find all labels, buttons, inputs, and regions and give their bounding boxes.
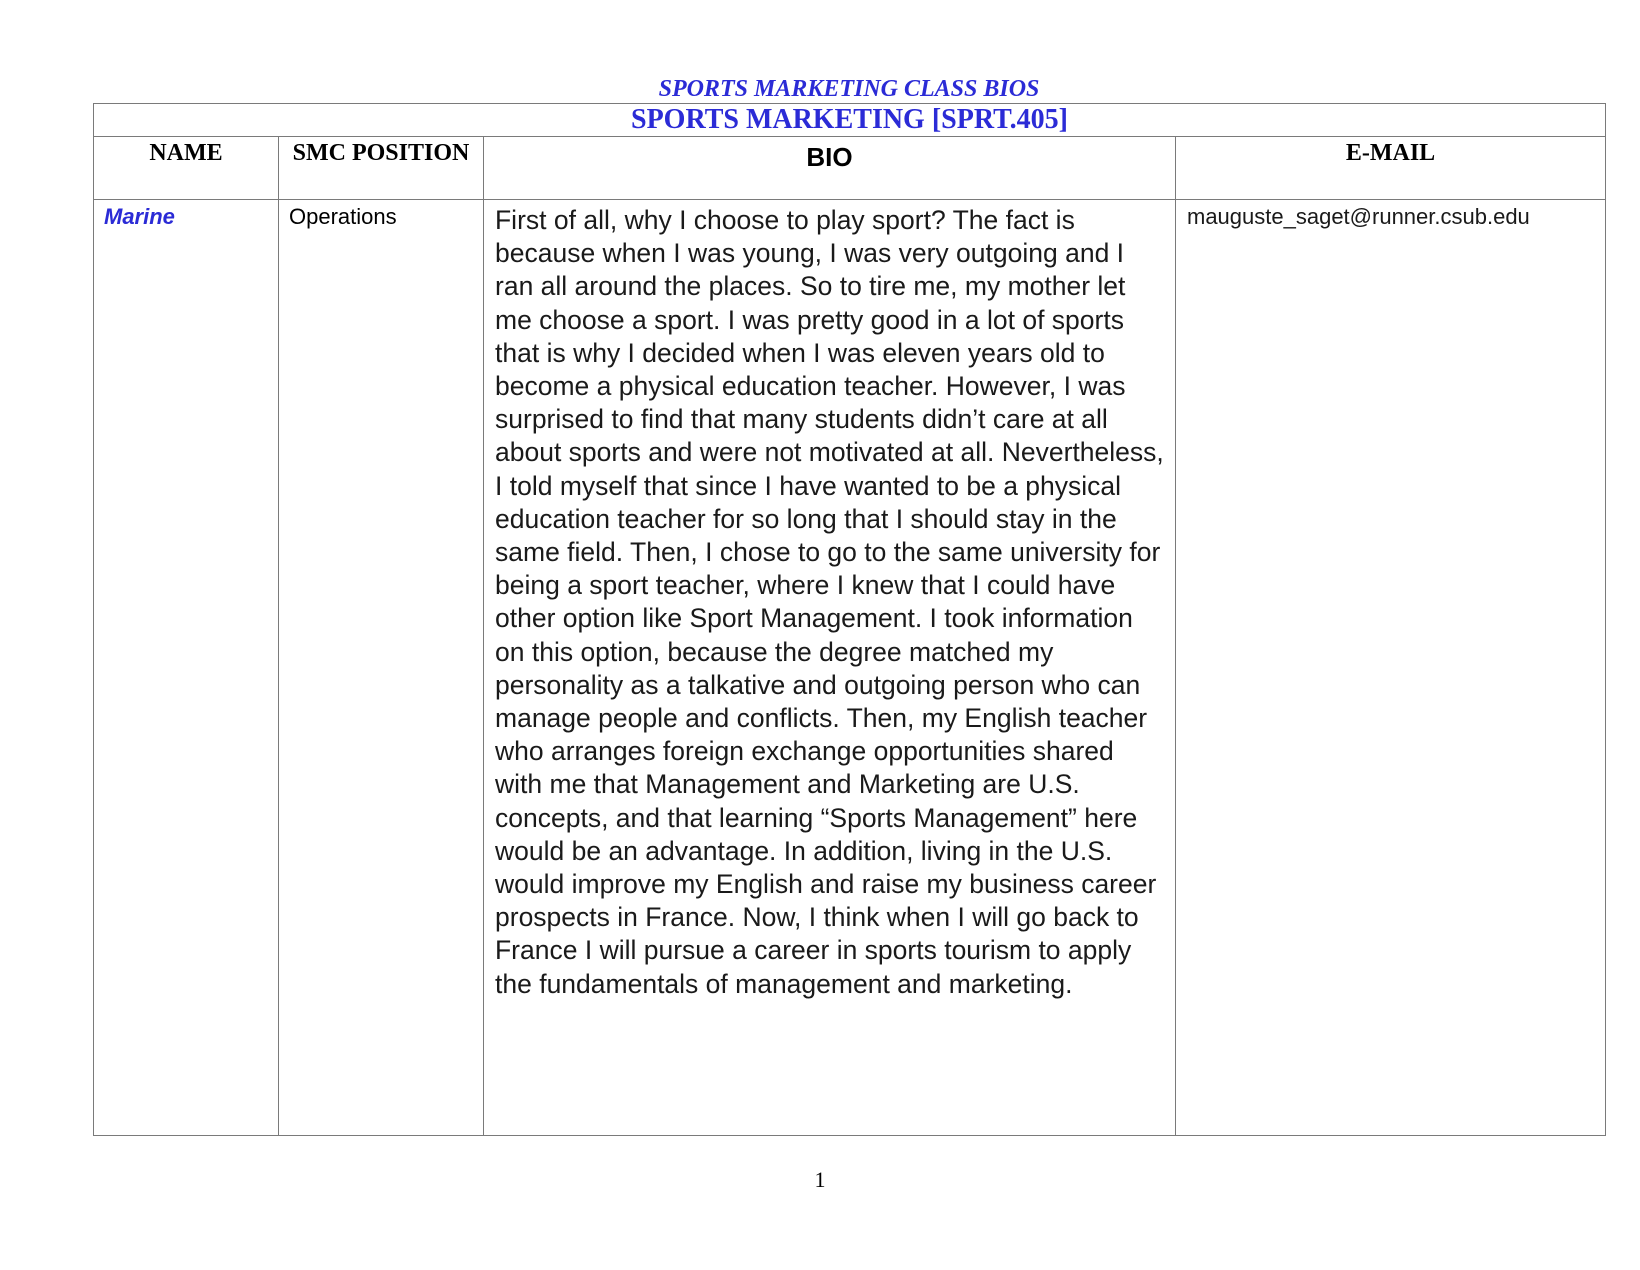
document-title: SPORTS MARKETING CLASS BIOS <box>658 76 1040 102</box>
header-name: NAME <box>94 137 279 200</box>
student-bio: First of all, why I choose to play sport? The fact is because when I was young, I was very outgoing and I ran all around the places. So to tire me, my mother let me choose a sport. I was pretty good in a lot of sports that is why I decided when I was eleven years old to become a physical education teacher. However, I was surprised to find that many students didn’t care at all about sports and were not motivated at all. Nevertheless, I told myself that since I have wanted to be a physical education teacher for so long that I should stay in the same field. Then, I chose to go to the same university for being a sport teacher, where I knew that I could have other option like Sport Management. I took information on this option, because the degree matched my personality as a talkative and outgoing person who can manage people and conflicts. Then, my English teacher who arranges foreign exchange opportunities shared with me that Management and Marketing are U.S. concepts, and that learning “Sports Management” here would be an advantage. In addition, living in the U.S. would improve my English and raise my business career prospects in France. Now, I think when I will go back to France I will pursue a career in sports tourism to apply the fundamentals of management and marketing. <box>484 200 1176 1136</box>
table-header-row <box>94 137 1606 200</box>
header-email: E-MAIL <box>1176 137 1606 200</box>
table-caption-row <box>94 104 1606 137</box>
table-row <box>94 200 1606 1136</box>
page-number: 1 <box>814 1167 826 1192</box>
student-email: mauguste_saget@runner.csub.edu <box>1176 200 1606 1136</box>
header-bio: BIO <box>484 137 1176 200</box>
student-name: Marine <box>94 200 279 1136</box>
table-caption: SPORTS MARKETING [SPRT.405] <box>94 104 1606 137</box>
student-position: Operations <box>279 200 484 1136</box>
header-position: SMC POSITION <box>279 137 484 200</box>
class-bios-table <box>93 103 1606 1136</box>
